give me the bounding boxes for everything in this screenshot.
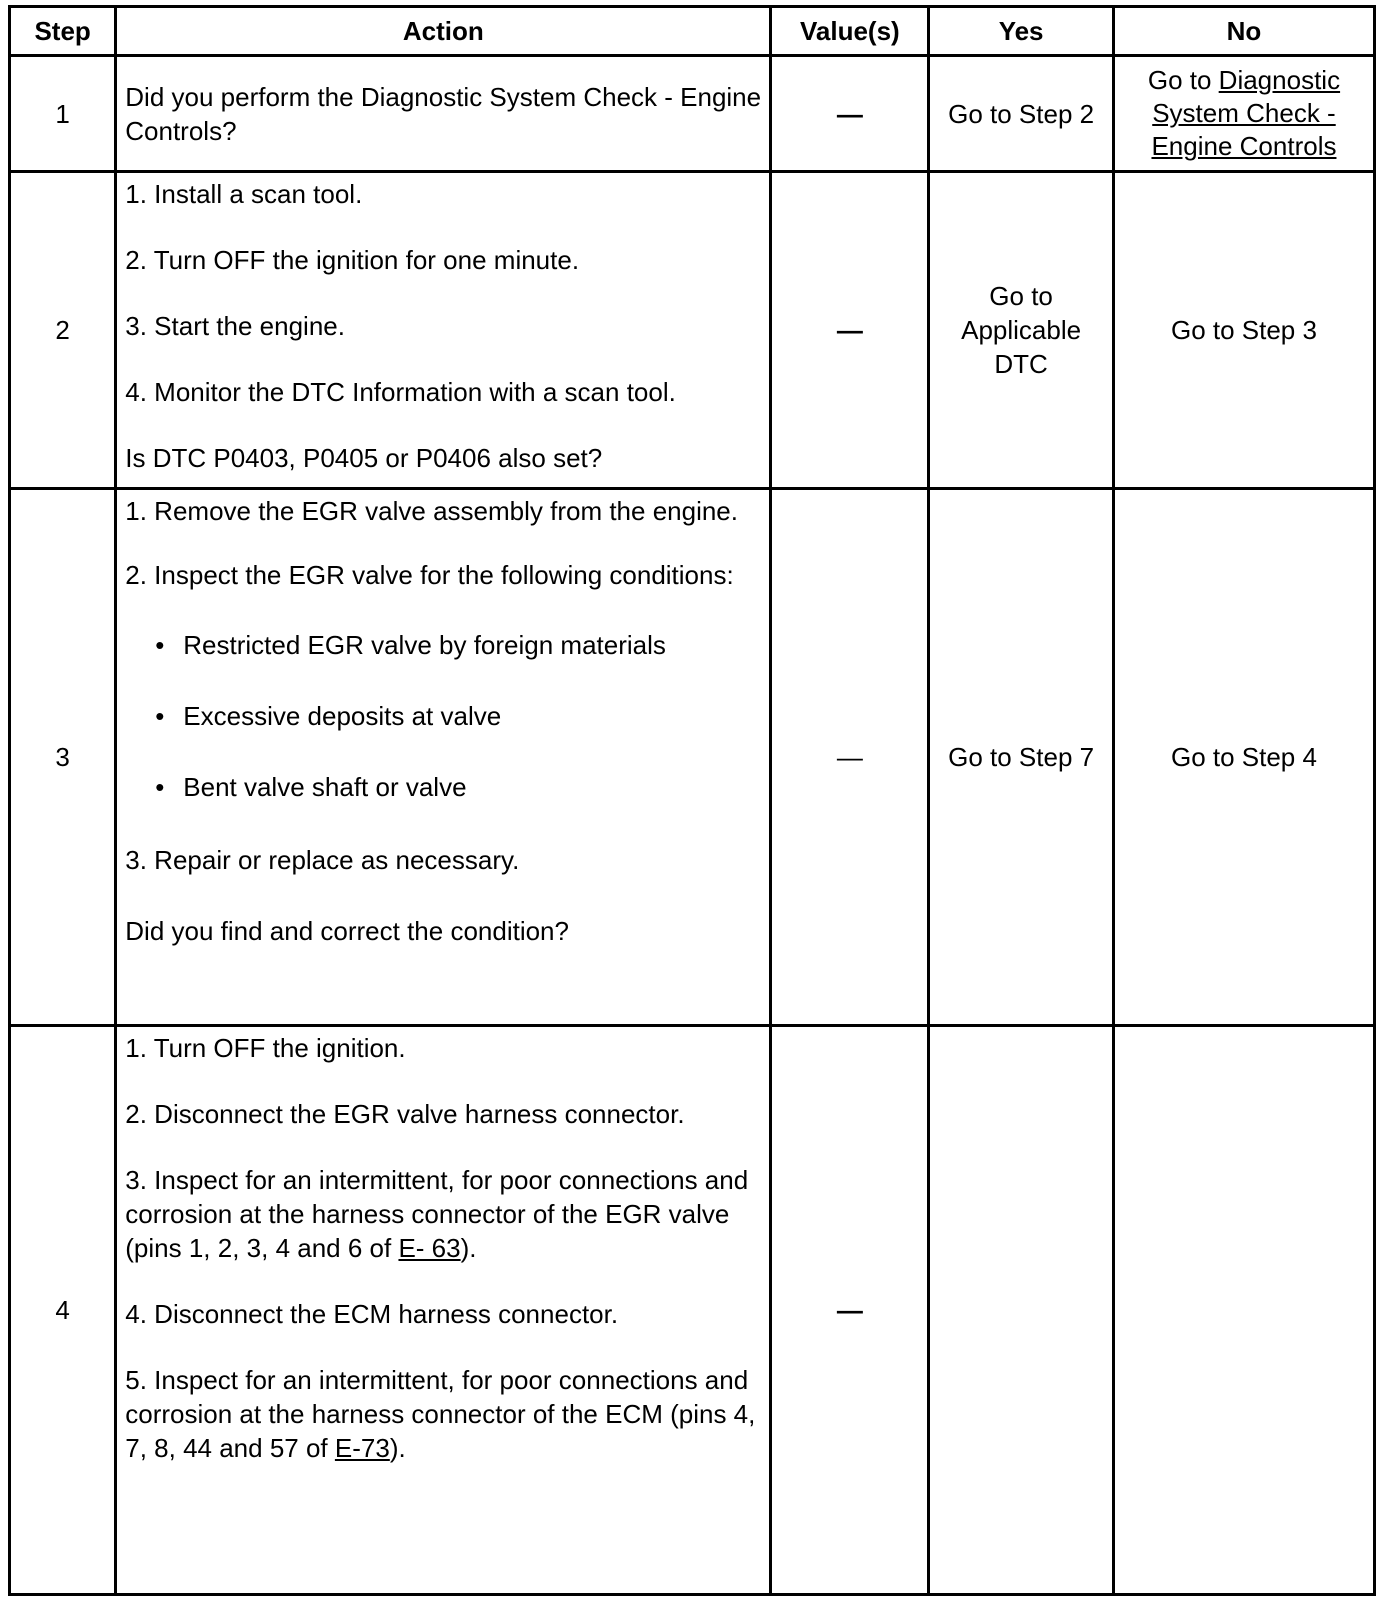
header-yes: Yes: [929, 7, 1114, 56]
bullet-item-1: [125, 628, 763, 662]
bullet-icon: •: [155, 701, 165, 731]
e-73-link[interactable]: E-73: [334, 1433, 390, 1463]
no-cell: [1113, 1026, 1374, 1595]
yes-cell[interactable]: Go to Applicable DTC: [929, 172, 1114, 489]
no-cell[interactable]: Go to Step 3: [1113, 172, 1374, 489]
value-dash: —: [836, 315, 863, 345]
value-cell: [771, 56, 929, 172]
action-step-4: 4. Monitor the DTC Information with a scan tool.: [125, 377, 676, 407]
value-dash: —: [836, 98, 863, 129]
action-step-4: 4. Disconnect the ECM harness connector.: [125, 1299, 619, 1329]
action-step-3-text: 3. Inspect for an intermittent, for poor connections and corrosion at the harness connector of the EGR valve (pins 1, 2, 3, 4 and 6 of: [125, 1165, 749, 1263]
action-step-3: 3. Repair or replace as necessary.: [125, 845, 520, 875]
no-prefix: Go to: [1147, 65, 1219, 95]
action-step-1: 1. Turn OFF the ignition.: [125, 1033, 406, 1063]
bullet-icon: •: [155, 630, 165, 660]
header-no: No: [1113, 7, 1374, 56]
action-step-3: 3. Start the engine.: [125, 311, 345, 341]
table-row-step-4: [10, 1026, 1375, 1595]
bullet-text: Excessive deposits at valve: [183, 701, 502, 731]
action-step-2: 2. Turn OFF the ignition for one minute.: [125, 245, 580, 275]
bullet-text: Bent valve shaft or valve: [183, 772, 467, 802]
action-step-1: 1. Install a scan tool.: [125, 179, 363, 209]
yes-cell[interactable]: Go to Step 7: [929, 489, 1114, 1026]
action-step-5: [125, 1363, 763, 1465]
action-step-3: [125, 1163, 763, 1265]
bullet-item-2: [125, 699, 763, 733]
diagnostic-table: [8, 5, 1376, 1596]
action-step-2: 2. Disconnect the EGR valve harness connector.: [125, 1099, 685, 1129]
action-step-2: 2. Inspect the EGR valve for the following conditions:: [125, 560, 734, 590]
step-number: 3: [10, 489, 116, 1026]
table-row-step-2: [10, 172, 1375, 489]
step-number: 2: [10, 172, 116, 489]
bullet-item-3: [125, 770, 763, 804]
action-step-5-text: 5. Inspect for an intermittent, for poor connections and corrosion at the harness connector of the ECM (pins 4, 7, 8, 44 and 57 of: [125, 1365, 756, 1463]
bullet-text: Restricted EGR valve by foreign materials: [183, 630, 666, 660]
action-step-3-end: ).: [460, 1233, 477, 1263]
yes-cell[interactable]: Go to Step 2: [929, 56, 1114, 172]
action-text: Did you perform the Diagnostic System Check - Engine Controls?: [125, 81, 762, 146]
action-cell: [116, 1026, 771, 1595]
no-cell[interactable]: [1113, 56, 1374, 172]
action-question: Is DTC P0403, P0405 or P0406 also set?: [125, 443, 603, 473]
e-63-link[interactable]: E- 63: [398, 1233, 461, 1263]
action-cell: [116, 56, 771, 172]
action-step-1: 1. Remove the EGR valve assembly from the engine.: [125, 496, 738, 526]
diagnostic-system-check-link[interactable]: Diagnostic System Check - Engine Controls: [1151, 65, 1341, 161]
no-cell[interactable]: Go to Step 4: [1113, 489, 1374, 1026]
value-cell: [771, 489, 929, 1026]
header-values: Value(s): [771, 7, 929, 56]
action-question: Did you find and correct the condition?: [125, 916, 569, 946]
action-cell: [116, 489, 771, 1026]
value-cell: [771, 1026, 929, 1595]
yes-cell: [929, 1026, 1114, 1595]
header-action: Action: [116, 7, 771, 56]
header-row: [10, 7, 1375, 56]
value-dash: —: [836, 742, 863, 772]
action-step-5-end: ).: [389, 1433, 406, 1463]
header-step: Step: [10, 7, 116, 56]
step-number: 1: [10, 56, 116, 172]
bullet-icon: •: [155, 772, 165, 802]
action-cell: [116, 172, 771, 489]
value-cell: [771, 172, 929, 489]
value-dash: —: [836, 1295, 863, 1325]
step-number: 4: [10, 1026, 116, 1595]
table-row-step-1: [10, 56, 1375, 172]
table-row-step-3: [10, 489, 1375, 1026]
